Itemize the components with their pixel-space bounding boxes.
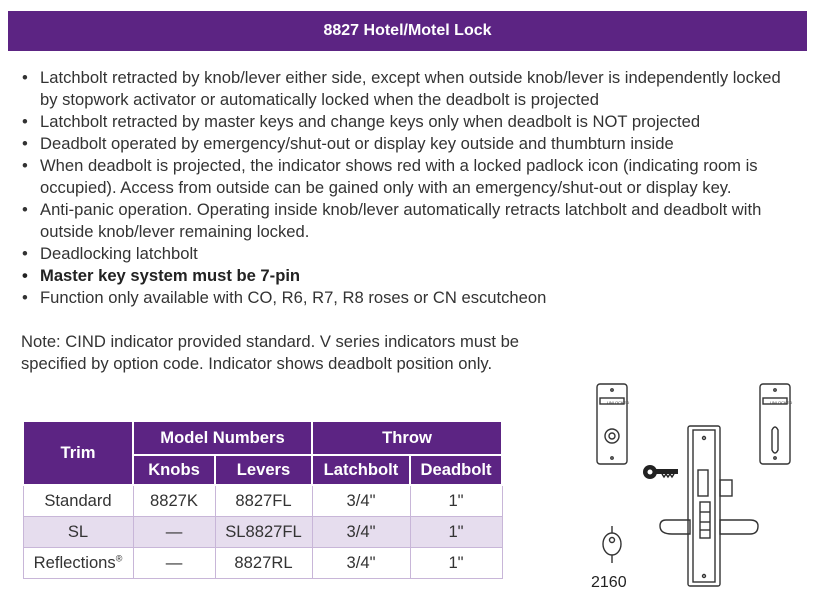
feature-item: • Anti-panic operation. Operating inside knob/lever automatically retracts latchbolt and deadbolt with outside knob/lever remaining locked. [20, 199, 800, 243]
outside-escutcheon-icon [597, 384, 630, 464]
cylinder-icon [603, 526, 621, 563]
table-row [23, 517, 502, 548]
cell-levers: SL8827FL [215, 517, 312, 548]
feature-item: • Latchbolt retracted by knob/lever either side, except when outside knob/lever is independently locked by stopwork activator or automatically locked when the deadbolt is projected [20, 67, 800, 111]
lock-diagram [580, 380, 817, 595]
indicator-label: UNLOCKED [770, 400, 793, 405]
feature-item: • Function only available with CO, R6, R7, R8 roses or CN escutcheon [20, 287, 800, 309]
header-latchbolt: Latchbolt [312, 455, 410, 485]
header-model-numbers: Model Numbers [133, 421, 312, 455]
spec-table [22, 420, 503, 579]
feature-item: • Deadbolt operated by emergency/shut-out or display key outside and thumbturn inside [20, 133, 800, 155]
feature-list [20, 67, 800, 309]
feature-item-bold: • Master key system must be 7-pin [20, 265, 800, 287]
cell-deadbolt: 1" [410, 485, 502, 517]
table-row [23, 548, 502, 579]
cell-levers: 8827FL [215, 485, 312, 517]
cell-trim: Reflections® [23, 548, 133, 579]
feature-item: • Latchbolt retracted by master keys and change keys only when deadbolt is NOT projected [20, 111, 800, 133]
key-icon [643, 465, 678, 479]
feature-item: • Deadlocking latchbolt [20, 243, 800, 265]
cell-deadbolt: 1" [410, 517, 502, 548]
note-text: Note: CIND indicator provided standard. V series indicators must be specified by option code. Indicator shows deadbolt position only. [21, 332, 520, 373]
cell-levers: 8827RL [215, 548, 312, 579]
cell-deadbolt: 1" [410, 548, 502, 579]
header-trim: Trim [23, 421, 133, 485]
inside-escutcheon-icon [760, 384, 793, 464]
cylinder-code: 2160 [591, 574, 627, 591]
mortise-case-icon [688, 426, 732, 586]
table-row [23, 485, 502, 517]
page-title: 8827 Hotel/Motel Lock [8, 11, 807, 51]
cell-latchbolt: 3/4" [312, 517, 410, 548]
cell-latchbolt: 3/4" [312, 485, 410, 517]
header-throw: Throw [312, 421, 502, 455]
header-deadbolt: Deadbolt [410, 455, 502, 485]
header-levers: Levers [215, 455, 312, 485]
cell-latchbolt: 3/4" [312, 548, 410, 579]
cell-knobs: 8827K [133, 485, 215, 517]
header-knobs: Knobs [133, 455, 215, 485]
cell-trim: SL [23, 517, 133, 548]
indicator-label: UNLOCKED [607, 400, 630, 405]
feature-item: • When deadbolt is projected, the indicator shows red with a locked padlock icon (indicating room is occupied). Access from outside can be gained only with an emergency/shut-out or display key. [20, 155, 800, 199]
cell-knobs: — [133, 517, 215, 548]
cell-knobs: — [133, 548, 215, 579]
cell-trim: Standard [23, 485, 133, 517]
